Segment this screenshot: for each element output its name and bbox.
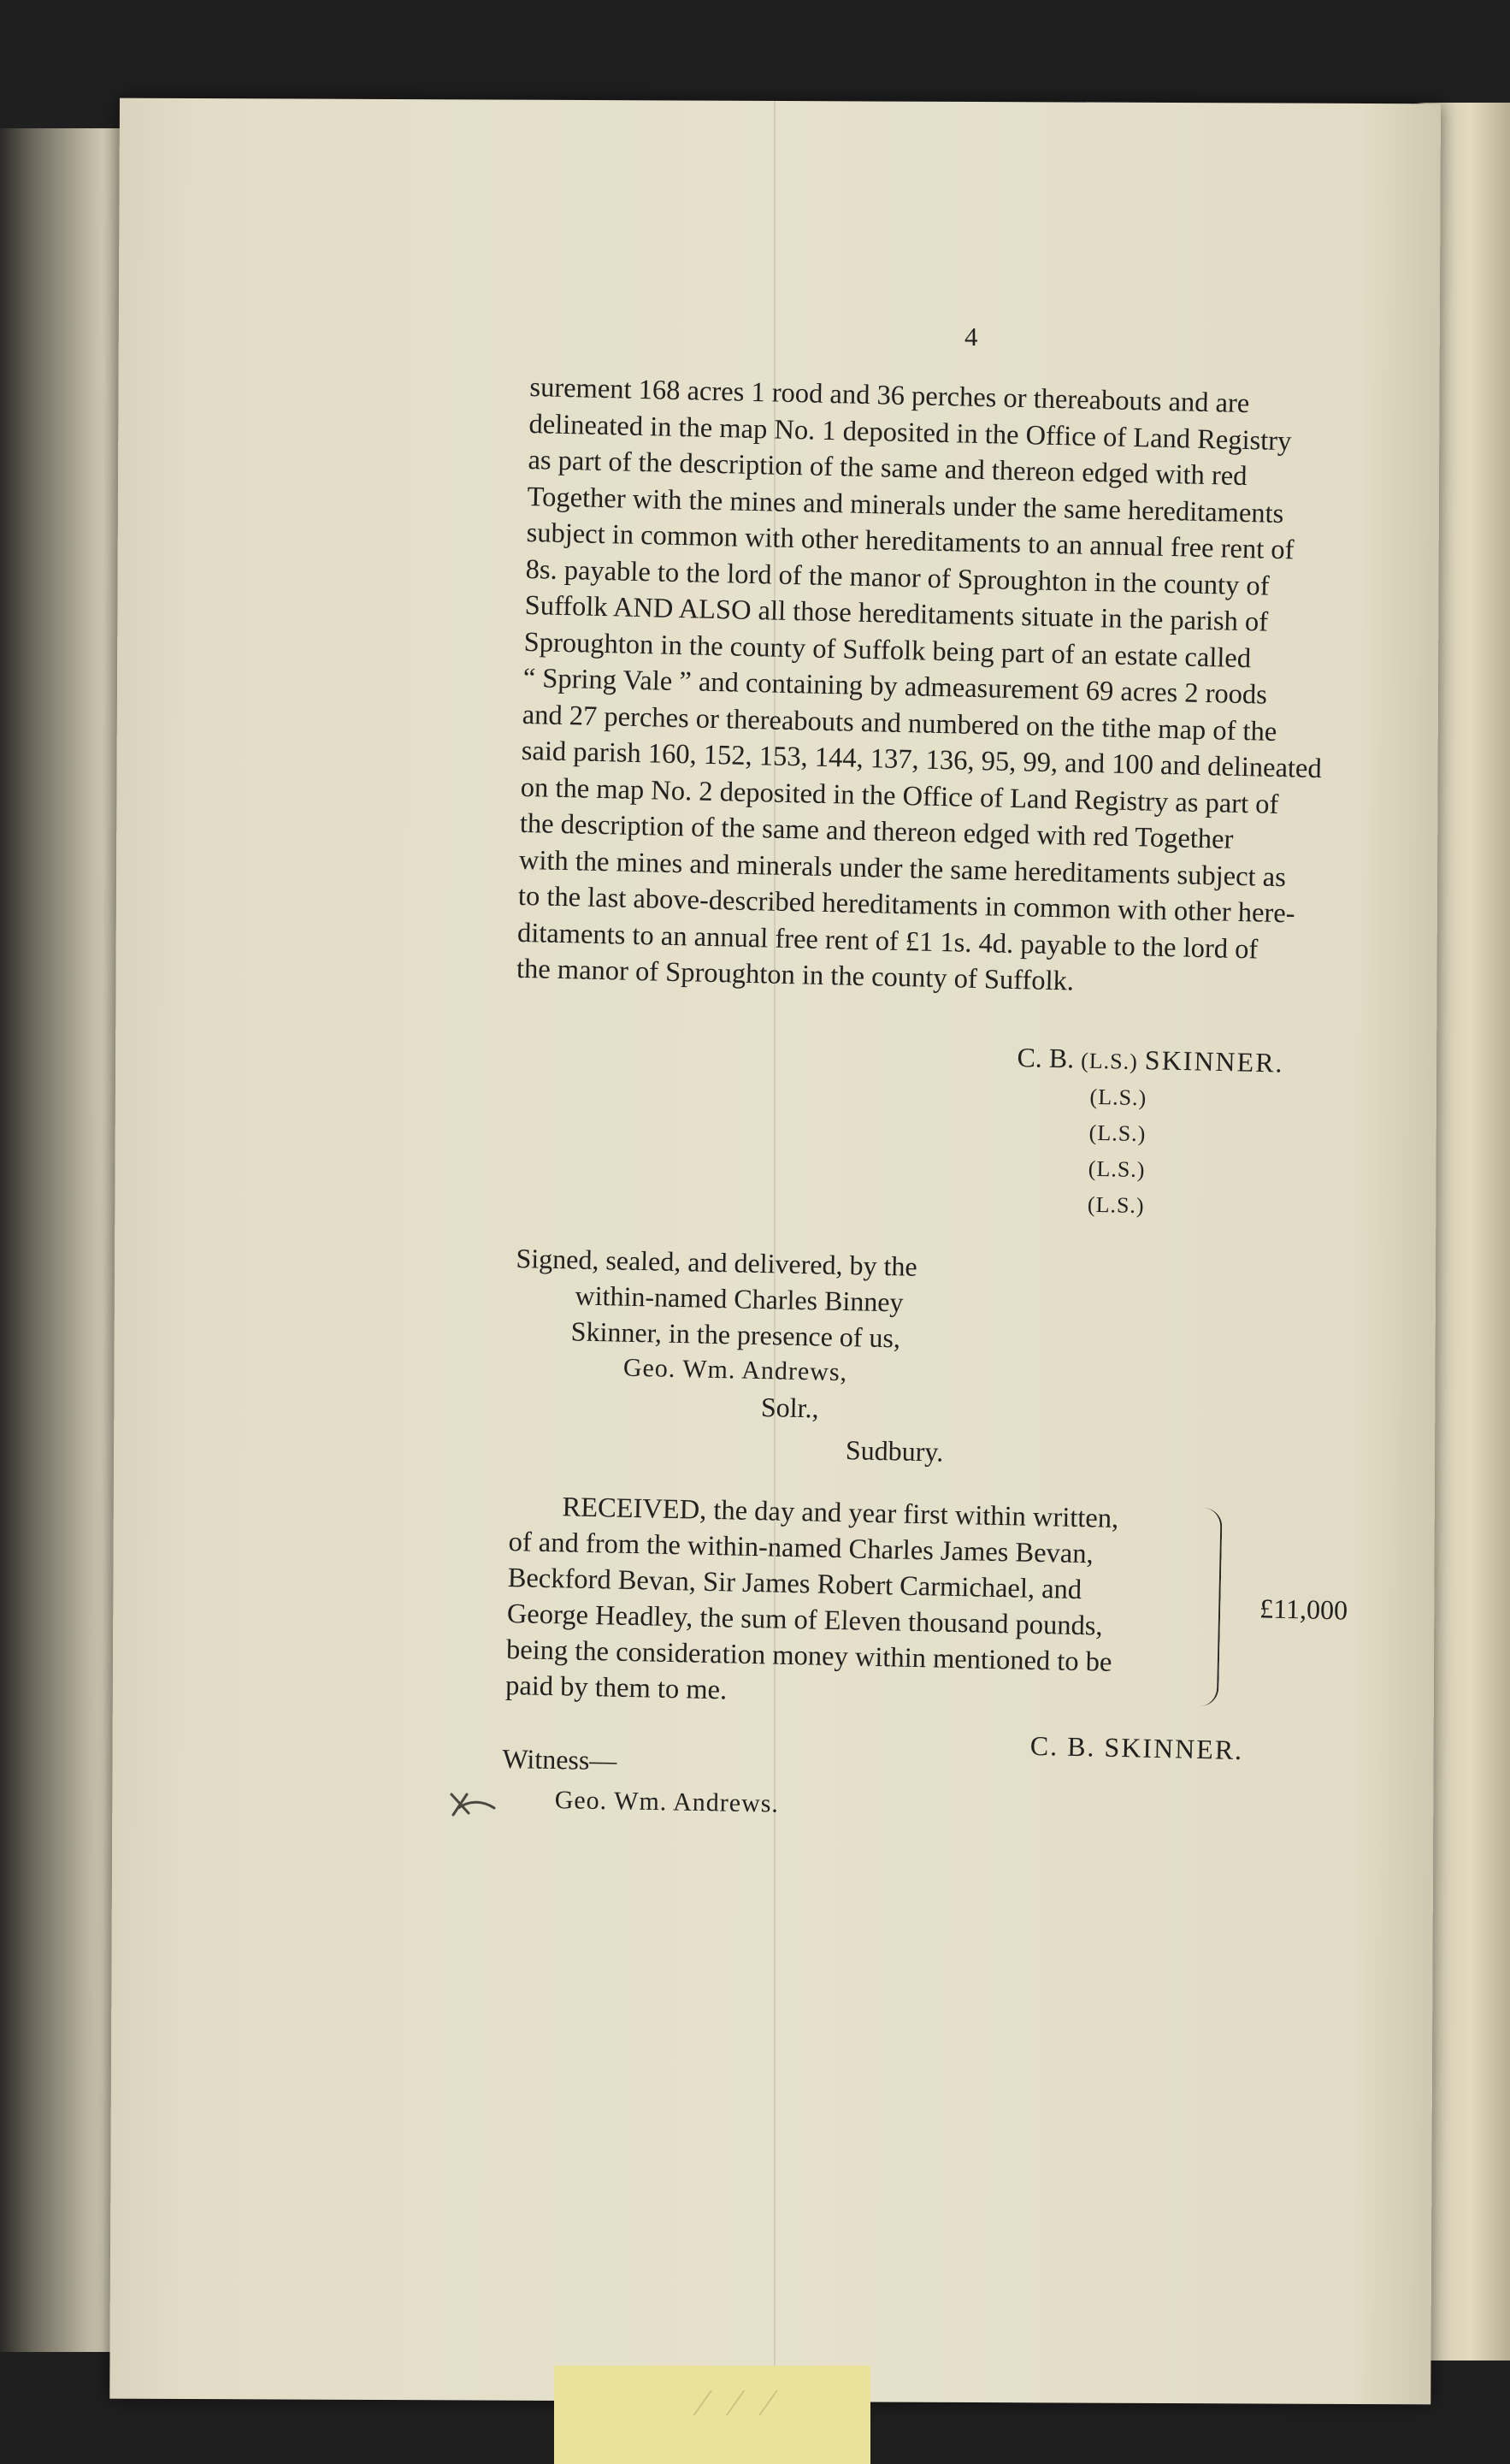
seal-mark: (L.S.) <box>1089 1084 1147 1111</box>
body-line: surement 168 acres 1 rood and 36 perches or thereabouts and are <box>529 371 1250 420</box>
signature-surname: SKINNER. <box>1144 1044 1284 1078</box>
body-line: the description of the same and thereon edged with red Together <box>519 807 1234 855</box>
body-line: to the last above-described hereditaments in common with other here- <box>517 880 1295 930</box>
signature-line <box>1017 1039 1284 1084</box>
deed-paragraph <box>516 369 1402 1007</box>
receipt-signature: C. B. SKINNER. <box>1029 1729 1244 1766</box>
seal-mark: (L.S.) <box>1080 1048 1139 1074</box>
receipt-line: RECEIVED, the day and year first within written, <box>562 1492 1119 1534</box>
deed-body-text <box>516 369 1402 1007</box>
receipt-line: Beckford Bevan, Sir James Robert Carmichael, and <box>507 1562 1082 1606</box>
receipt-line: of and from the within-named Charles James Bevan, <box>508 1526 1094 1570</box>
body-line: as part of the description of the same and thereon edged with red <box>528 444 1248 493</box>
page-number: 4 <box>964 322 978 352</box>
witness-name: Geo. Wm. Andrews, <box>622 1353 848 1387</box>
attestation-line: Skinner, in the presence of us, <box>570 1315 901 1354</box>
receipt-brace <box>1198 1508 1223 1706</box>
receipt-paragraph <box>505 1488 1185 1717</box>
attestation-line: Signed, sealed, and delivered, by the <box>516 1242 918 1282</box>
body-line: on the map No. 2 deposited in the Office of Land Registry as part of <box>520 771 1279 820</box>
witness-label: Witness— <box>502 1742 617 1776</box>
attestation-clause <box>512 1240 948 1470</box>
body-line: Sproughton in the county of Suffolk being part of an estate called <box>523 626 1252 674</box>
body-line: “ Spring Vale ” and containing by admeasurement 69 acres 2 roods <box>522 662 1268 711</box>
seal-mark: (L.S.) <box>1087 1191 1145 1219</box>
signature-block <box>1014 1039 1284 1226</box>
body-line: said parish 160, 152, 153, 144, 137, 136, 95, 99, and 100 and delineated <box>521 735 1323 785</box>
archive-label-tag <box>554 2366 870 2464</box>
signature-initials: C. B. <box>1017 1041 1075 1074</box>
receipt-line: George Headley, the sum of Eleven thousand pounds, <box>506 1598 1103 1642</box>
body-line: subject in common with other hereditaments to an annual free rent of <box>526 517 1295 566</box>
witness-place: Sudbury. <box>845 1434 944 1468</box>
body-line: ditaments to an annual free rent of £1 1s. 4d. payable to the lord of <box>516 917 1259 965</box>
body-line: the manor of Sproughton in the county of Suffolk. <box>516 953 1075 997</box>
book-left-leaves <box>0 128 128 2352</box>
attestation-line: within-named Charles Binney <box>575 1279 904 1318</box>
body-line: Suffolk AND ALSO all those hereditaments situate in the parish of <box>524 589 1269 638</box>
witness-title: Solr., <box>760 1392 819 1424</box>
body-line: with the mines and minerals under the same hereditaments subject as <box>518 844 1287 893</box>
receipt-line: being the consideration money within mentioned to be <box>505 1634 1112 1678</box>
receipt-amount: £11,000 <box>1259 1592 1348 1626</box>
receipt-line: paid by them to me. <box>504 1669 728 1706</box>
witness-name: Geo. Wm. Andrews. <box>554 1786 780 1818</box>
pencil-tick-mark <box>446 1787 499 1822</box>
seal-mark: (L.S.) <box>1088 1155 1146 1183</box>
witness-block <box>501 1738 780 1825</box>
body-line: delineated in the map No. 1 deposited in the Office of Land Registry <box>528 408 1292 457</box>
body-line: Together with the mines and minerals under the same hereditaments <box>527 481 1284 529</box>
body-line: 8s. payable to the lord of the manor of Sproughton in the county of <box>525 553 1270 602</box>
seal-mark: (L.S.) <box>1088 1120 1147 1147</box>
body-line: and 27 perches or thereabouts and numbered on the tithe map of the <box>522 699 1277 747</box>
tag-pencil-mark: ⁄ ⁄ ⁄ <box>699 2382 781 2424</box>
